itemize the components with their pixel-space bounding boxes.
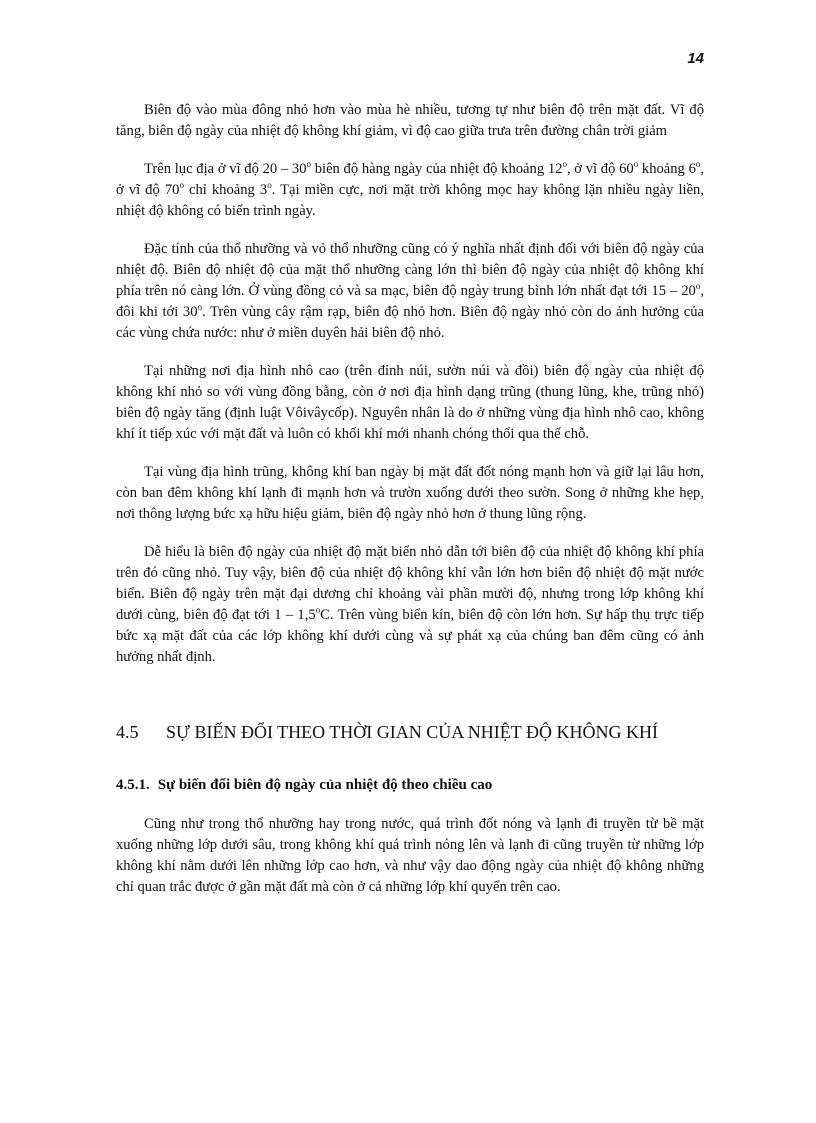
- subsection-title: Sự biến đổi biên độ ngày của nhiệt độ theo chiều cao: [157, 777, 493, 793]
- superscript-degree: o: [179, 180, 184, 191]
- paragraph: [116, 462, 704, 525]
- paragraph-text: , ở vĩ độ 70: [116, 161, 705, 198]
- paragraph: [116, 542, 704, 668]
- superscript-degree: o: [695, 159, 701, 170]
- superscript-degree: o: [562, 159, 567, 170]
- superscript-degree: o: [267, 180, 272, 191]
- superscript-degree: o: [695, 281, 701, 292]
- paragraph-text: Dễ hiểu là biên độ ngày của nhiệt độ mặt biển nhỏ dẫn tới biên độ của nhiệt độ không khí phía trên đó cũng nhỏ. Tuy vậy, biên độ của nhiệt độ không khí vẫn lớn hơn biên độ nhiệt độ mặt nước biển. Biên độ ngày trên mặt đại dương chỉ khoảng vài phần mười độ, nhưng trong lớp không khí dưới cùng, biên độ đạt tới 1 – 1,5: [116, 544, 704, 623]
- subsection-number: 4.5.1.: [116, 777, 150, 793]
- paragraph: [116, 100, 704, 142]
- paragraph-text: , đôi khi tới 30: [116, 283, 704, 320]
- paragraph-text: Tại những nơi địa hình nhô cao (trên đỉnh núi, sườn núi và đồi) biên độ ngày của nhiệt độ không khí nhỏ so với vùng đồng bằng, còn ở nơi địa hình dạng trũng (thung lũng, khe, trũng nhỏ) biên độ ngày tăng (định luật Vôivâycốp). Nguyên nhân là do ở những vùng địa hình nhô cao, không khí ít tiếp xúc với mặt đất và luôn có khối khí mới nhanh chóng thổi qua thế chỗ.: [116, 363, 704, 442]
- section-heading: [116, 720, 704, 744]
- paragraph-text: , ở vĩ độ 60: [566, 161, 634, 177]
- paragraph-text: Đặc tính của thổ nhưỡng và vỏ thổ nhưỡng cũng có ý nghĩa nhất định đối với biên độ ngày của nhiệt độ. Biên độ nhiệt độ của mặt thổ nhưỡng càng lớn thì biên độ ngày của nhiệt độ không khí phía trên nó càng lớn. Ở vùng đồng cỏ và sa mạc, biên độ ngày trung bình lớn nhất đạt tới 15 – 20: [116, 241, 704, 299]
- superscript-degree: o: [197, 302, 202, 313]
- page-content: [116, 100, 704, 915]
- superscript-degree: o: [306, 159, 312, 170]
- superscript-degree: o: [633, 159, 639, 170]
- paragraph: [116, 361, 704, 445]
- subsection-heading: [116, 774, 704, 796]
- paragraph: [116, 239, 704, 344]
- paragraph-text: C. Trên vùng biển kín, biên độ còn lớn hơn. Sự hấp thụ trực tiếp bức xạ mặt đất của các lớp không khí dưới cùng và sự phát xạ của chúng ban đêm cũng có ảnh hưởng nhất định.: [116, 607, 704, 665]
- paragraph-text: . Trên vùng cây rậm rạp, biên độ nhỏ hơn. Biên độ ngày nhỏ còn do ảnh hưởng của các vùng chứa nước: như ở miền duyên hải biên độ nhỏ.: [116, 304, 704, 341]
- paragraph-text: . Tại miền cực, nơi mặt trời không mọc hay không lặn nhiều ngày liền, nhiệt độ không có biến trình ngày.: [116, 182, 704, 219]
- page-number: 14: [687, 50, 704, 67]
- paragraph-text: chỉ khoảng 3: [183, 182, 268, 198]
- superscript-degree: o: [315, 605, 321, 616]
- section-title: SỰ BIẾN ĐỔI THEO THỜI GIAN CỦA NHIỆT ĐỘ KHÔNG KHÍ: [166, 722, 658, 742]
- paragraph-text: biên độ hàng ngày của nhiệt độ khoảng 12: [311, 161, 563, 177]
- paragraph-text: Trên lục địa ở vĩ độ 20 – 30: [144, 161, 307, 177]
- paragraph-text: Tại vùng địa hình trũng, không khí ban ngày bị mặt đất đốt nóng mạnh hơn và giữ lại lâu hơn, còn ban đêm không khí lạnh đi mạnh hơn và trườn xuống dưới theo sườn. Song ở những khe hẹp, nơi thông lượng bức xạ hữu hiệu giảm, biên độ ngày nhỏ hơn ở thung lũng rộng.: [116, 464, 704, 522]
- paragraph-text: khoảng 6: [638, 161, 696, 177]
- paragraph-text: Biên độ vào mùa đông nhỏ hơn vào mùa hè nhiều, tương tự như biên độ trên mặt đất. Vĩ độ tăng, biên độ ngày của nhiệt độ không khí giảm, vì độ cao giữa trưa trên đường chân trời giảm: [116, 102, 704, 139]
- paragraph: [116, 159, 704, 222]
- subsection-paragraph: Cũng như trong thổ nhưỡng hay trong nước, quá trình đốt nóng và lạnh đi truyền từ bề mặt xuống những lớp dưới sâu, trong không khí quá trình nóng lên và lạnh đi cũng truyền từ những lớp không khí nằm dưới lên những lớp cao hơn, và như vậy dao động ngày của nhiệt độ không những chỉ quan trắc được ở gần mặt đất mà còn ở cả những lớp khí quyển trên cao.: [116, 816, 704, 895]
- section-number: 4.5: [116, 722, 139, 742]
